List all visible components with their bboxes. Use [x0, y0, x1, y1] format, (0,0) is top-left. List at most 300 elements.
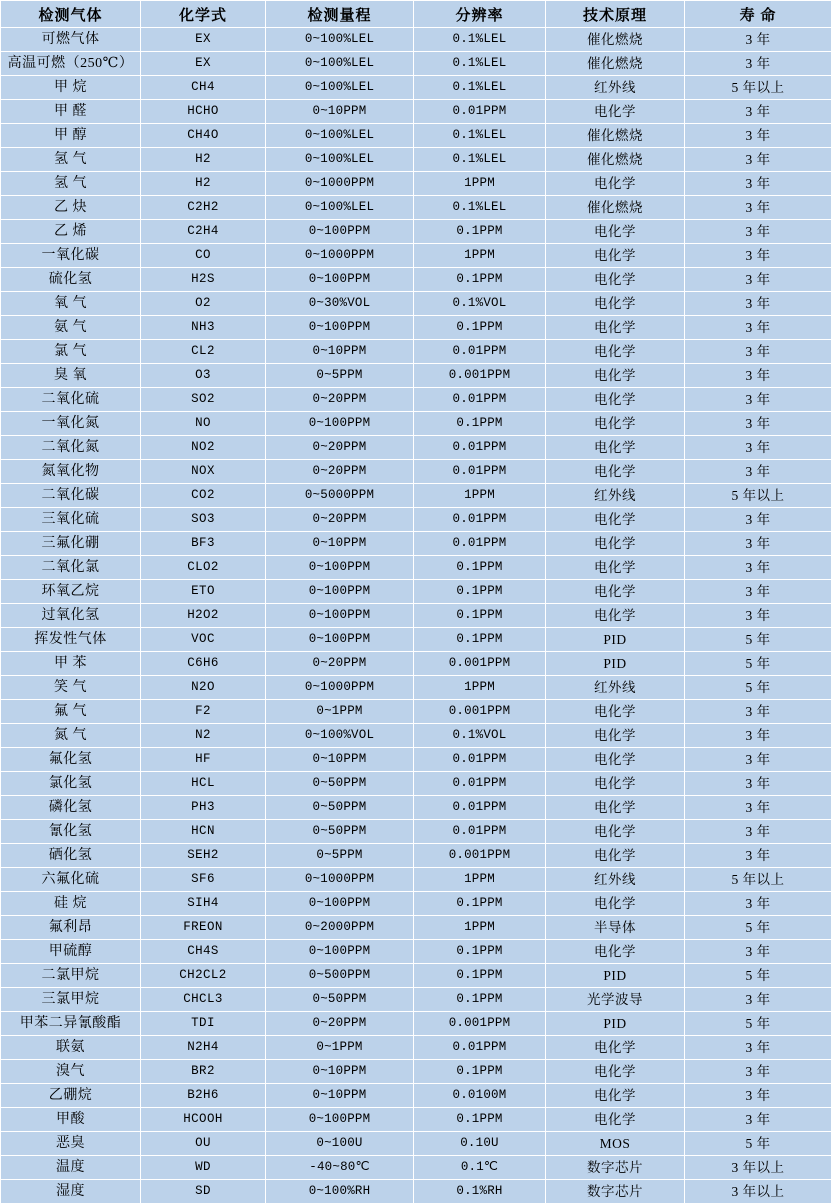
cell-formula: H2	[141, 172, 266, 196]
table-row	[1, 772, 831, 796]
cell-gas: 氟 气	[1, 700, 141, 724]
table-row	[1, 196, 831, 220]
cell-range: 0~20PPM	[266, 508, 414, 532]
table-row	[1, 1060, 831, 1084]
cell-resolution: 0.1%VOL	[414, 724, 546, 748]
cell-formula: CH4	[141, 76, 266, 100]
cell-principle: 光学波导	[546, 988, 685, 1012]
table-header-row	[1, 1, 831, 28]
cell-formula: O2	[141, 292, 266, 316]
cell-principle: 电化学	[546, 1084, 685, 1108]
cell-life: 5 年	[685, 676, 831, 700]
cell-principle: 催化燃烧	[546, 196, 685, 220]
cell-principle: 电化学	[546, 220, 685, 244]
cell-formula: TDI	[141, 1012, 266, 1036]
cell-principle: 电化学	[546, 892, 685, 916]
cell-gas: 联氨	[1, 1036, 141, 1060]
cell-resolution: 0.1PPM	[414, 628, 546, 652]
table-row	[1, 988, 831, 1012]
cell-resolution: 1PPM	[414, 484, 546, 508]
cell-range: 0~500PPM	[266, 964, 414, 988]
cell-formula: F2	[141, 700, 266, 724]
cell-gas: 恶臭	[1, 1132, 141, 1156]
cell-principle: 红外线	[546, 676, 685, 700]
cell-resolution: 0.01PPM	[414, 388, 546, 412]
cell-resolution: 0.1PPM	[414, 940, 546, 964]
table-row	[1, 1084, 831, 1108]
cell-range: 0~1000PPM	[266, 676, 414, 700]
cell-gas: 二氯甲烷	[1, 964, 141, 988]
cell-gas: 乙 炔	[1, 196, 141, 220]
table-row	[1, 604, 831, 628]
cell-life: 3 年	[685, 988, 831, 1012]
table-row	[1, 796, 831, 820]
cell-life: 3 年	[685, 796, 831, 820]
cell-gas: 二氧化碳	[1, 484, 141, 508]
cell-range: 0~5PPM	[266, 844, 414, 868]
cell-formula: ETO	[141, 580, 266, 604]
cell-resolution: 0.1PPM	[414, 556, 546, 580]
cell-gas: 甲 醇	[1, 124, 141, 148]
cell-resolution: 1PPM	[414, 676, 546, 700]
cell-gas: 硒化氢	[1, 844, 141, 868]
cell-gas: 三氧化硫	[1, 508, 141, 532]
cell-gas: 三氟化硼	[1, 532, 141, 556]
cell-range: 0~100PPM	[266, 940, 414, 964]
cell-gas: 六氟化硫	[1, 868, 141, 892]
cell-range: 0~100%VOL	[266, 724, 414, 748]
cell-life: 3 年	[685, 892, 831, 916]
table-row	[1, 508, 831, 532]
cell-gas: 甲酸	[1, 1108, 141, 1132]
cell-life: 3 年	[685, 412, 831, 436]
cell-principle: 红外线	[546, 484, 685, 508]
cell-formula: N2H4	[141, 1036, 266, 1060]
cell-resolution: 0.01PPM	[414, 436, 546, 460]
cell-gas: 硅 烷	[1, 892, 141, 916]
cell-formula: SO2	[141, 388, 266, 412]
column-header-resolution: 分辨率	[414, 1, 546, 28]
column-header-gas: 检测气体	[1, 1, 141, 28]
cell-range: 0~50PPM	[266, 988, 414, 1012]
cell-formula: B2H6	[141, 1084, 266, 1108]
table-row	[1, 148, 831, 172]
cell-formula: H2	[141, 148, 266, 172]
table-row	[1, 964, 831, 988]
table-row	[1, 28, 831, 52]
table-row	[1, 460, 831, 484]
column-header-range: 检测量程	[266, 1, 414, 28]
cell-gas: 高温可燃（250℃）	[1, 52, 141, 76]
cell-gas: 氢 气	[1, 148, 141, 172]
cell-range: 0~100PPM	[266, 316, 414, 340]
cell-formula: NO2	[141, 436, 266, 460]
cell-principle: PID	[546, 964, 685, 988]
cell-resolution: 0.1PPM	[414, 580, 546, 604]
table-row	[1, 556, 831, 580]
cell-life: 3 年	[685, 604, 831, 628]
cell-gas: 一氧化氮	[1, 412, 141, 436]
cell-resolution: 0.001PPM	[414, 364, 546, 388]
cell-principle: 电化学	[546, 508, 685, 532]
cell-life: 5 年以上	[685, 76, 831, 100]
table-row	[1, 844, 831, 868]
cell-range: 0~1000PPM	[266, 244, 414, 268]
table-row	[1, 1156, 831, 1180]
cell-gas: 可燃气体	[1, 28, 141, 52]
cell-life: 3 年	[685, 148, 831, 172]
cell-principle: 电化学	[546, 292, 685, 316]
cell-resolution: 0.01PPM	[414, 748, 546, 772]
cell-resolution: 0.1PPM	[414, 988, 546, 1012]
cell-formula: HCN	[141, 820, 266, 844]
column-header-formula: 化学式	[141, 1, 266, 28]
cell-principle: 电化学	[546, 772, 685, 796]
cell-gas: 温度	[1, 1156, 141, 1180]
cell-resolution: 0.01PPM	[414, 820, 546, 844]
cell-formula: O3	[141, 364, 266, 388]
cell-resolution: 0.001PPM	[414, 1012, 546, 1036]
table-row	[1, 1012, 831, 1036]
cell-formula: SF6	[141, 868, 266, 892]
cell-principle: MOS	[546, 1132, 685, 1156]
cell-formula: SEH2	[141, 844, 266, 868]
cell-gas: 乙硼烷	[1, 1084, 141, 1108]
cell-range: 0~5PPM	[266, 364, 414, 388]
cell-resolution: 0.1PPM	[414, 1108, 546, 1132]
cell-resolution: 0.1PPM	[414, 1060, 546, 1084]
table-row	[1, 700, 831, 724]
cell-range: 0~100PPM	[266, 580, 414, 604]
table-row	[1, 532, 831, 556]
cell-range: 0~10PPM	[266, 532, 414, 556]
cell-range: 0~100%LEL	[266, 76, 414, 100]
table-row	[1, 364, 831, 388]
cell-range: 0~2000PPM	[266, 916, 414, 940]
cell-range: 0~10PPM	[266, 100, 414, 124]
cell-principle: 数字芯片	[546, 1180, 685, 1204]
table-row	[1, 916, 831, 940]
table-row	[1, 868, 831, 892]
cell-life: 5 年	[685, 1132, 831, 1156]
cell-range: 0~100%LEL	[266, 148, 414, 172]
cell-resolution: 0.1%LEL	[414, 52, 546, 76]
cell-resolution: 0.001PPM	[414, 652, 546, 676]
cell-formula: HF	[141, 748, 266, 772]
cell-resolution: 0.1PPM	[414, 604, 546, 628]
cell-formula: H2S	[141, 268, 266, 292]
table-body	[1, 28, 831, 1204]
cell-life: 3 年	[685, 532, 831, 556]
cell-life: 3 年	[685, 436, 831, 460]
cell-resolution: 0.1PPM	[414, 964, 546, 988]
cell-principle: PID	[546, 1012, 685, 1036]
cell-principle: 电化学	[546, 532, 685, 556]
cell-formula: PH3	[141, 796, 266, 820]
cell-range: 0~100%LEL	[266, 28, 414, 52]
cell-gas: 氟化氢	[1, 748, 141, 772]
cell-formula: OU	[141, 1132, 266, 1156]
cell-life: 3 年以上	[685, 1156, 831, 1180]
table-row	[1, 1036, 831, 1060]
cell-range: 0~100PPM	[266, 1108, 414, 1132]
cell-resolution: 0.1%LEL	[414, 28, 546, 52]
cell-life: 3 年	[685, 268, 831, 292]
cell-formula: CH4O	[141, 124, 266, 148]
cell-resolution: 0.1PPM	[414, 220, 546, 244]
cell-life: 3 年	[685, 52, 831, 76]
cell-principle: 电化学	[546, 604, 685, 628]
cell-principle: 红外线	[546, 76, 685, 100]
table-row	[1, 652, 831, 676]
table-row	[1, 316, 831, 340]
cell-formula: VOC	[141, 628, 266, 652]
cell-life: 3 年	[685, 172, 831, 196]
cell-formula: CH4S	[141, 940, 266, 964]
cell-resolution: 0.0100M	[414, 1084, 546, 1108]
table-row	[1, 1132, 831, 1156]
cell-life: 5 年	[685, 652, 831, 676]
cell-principle: 电化学	[546, 820, 685, 844]
cell-resolution: 1PPM	[414, 172, 546, 196]
cell-resolution: 0.1%LEL	[414, 148, 546, 172]
cell-principle: 电化学	[546, 1108, 685, 1132]
cell-life: 3 年	[685, 1108, 831, 1132]
cell-resolution: 1PPM	[414, 868, 546, 892]
cell-principle: 电化学	[546, 556, 685, 580]
table-row	[1, 244, 831, 268]
cell-range: 0~20PPM	[266, 436, 414, 460]
cell-resolution: 0.001PPM	[414, 844, 546, 868]
cell-range: 0~100U	[266, 1132, 414, 1156]
cell-formula: WD	[141, 1156, 266, 1180]
cell-range: 0~100PPM	[266, 892, 414, 916]
cell-range: 0~50PPM	[266, 772, 414, 796]
cell-range: 0~20PPM	[266, 460, 414, 484]
cell-range: 0~10PPM	[266, 748, 414, 772]
cell-principle: 电化学	[546, 1060, 685, 1084]
cell-gas: 甲硫醇	[1, 940, 141, 964]
cell-life: 3 年	[685, 220, 831, 244]
cell-gas: 溴气	[1, 1060, 141, 1084]
cell-resolution: 0.1%RH	[414, 1180, 546, 1204]
cell-gas: 氟利昂	[1, 916, 141, 940]
cell-principle: 电化学	[546, 460, 685, 484]
cell-life: 3 年	[685, 748, 831, 772]
cell-formula: C6H6	[141, 652, 266, 676]
cell-formula: CLO2	[141, 556, 266, 580]
cell-formula: HCOOH	[141, 1108, 266, 1132]
cell-range: -40~80℃	[266, 1156, 414, 1180]
cell-gas: 氮 气	[1, 724, 141, 748]
cell-gas: 甲 苯	[1, 652, 141, 676]
cell-formula: C2H4	[141, 220, 266, 244]
cell-gas: 过氧化氢	[1, 604, 141, 628]
cell-principle: PID	[546, 652, 685, 676]
cell-life: 3 年	[685, 724, 831, 748]
cell-life: 3 年	[685, 1060, 831, 1084]
cell-life: 5 年以上	[685, 868, 831, 892]
table-row	[1, 580, 831, 604]
cell-resolution: 0.01PPM	[414, 1036, 546, 1060]
cell-life: 3 年	[685, 508, 831, 532]
table-row	[1, 748, 831, 772]
cell-range: 0~100%RH	[266, 1180, 414, 1204]
cell-principle: 电化学	[546, 724, 685, 748]
table-row	[1, 220, 831, 244]
table-row	[1, 268, 831, 292]
cell-gas: 湿度	[1, 1180, 141, 1204]
table-row	[1, 412, 831, 436]
cell-gas: 氯化氢	[1, 772, 141, 796]
cell-formula: SO3	[141, 508, 266, 532]
cell-resolution: 0.1%LEL	[414, 196, 546, 220]
cell-resolution: 0.001PPM	[414, 700, 546, 724]
cell-life: 3 年	[685, 100, 831, 124]
cell-principle: 电化学	[546, 268, 685, 292]
cell-principle: 催化燃烧	[546, 124, 685, 148]
cell-gas: 二氧化氯	[1, 556, 141, 580]
cell-life: 3 年	[685, 1036, 831, 1060]
cell-resolution: 0.1%LEL	[414, 124, 546, 148]
cell-gas: 二氧化氮	[1, 436, 141, 460]
column-header-life: 寿 命	[685, 1, 831, 28]
cell-formula: HCHO	[141, 100, 266, 124]
cell-principle: 数字芯片	[546, 1156, 685, 1180]
table-row	[1, 100, 831, 124]
cell-gas: 一氧化碳	[1, 244, 141, 268]
cell-formula: NH3	[141, 316, 266, 340]
cell-gas: 二氧化硫	[1, 388, 141, 412]
cell-formula: C2H2	[141, 196, 266, 220]
table-row	[1, 76, 831, 100]
cell-principle: 催化燃烧	[546, 148, 685, 172]
cell-resolution: 0.10U	[414, 1132, 546, 1156]
cell-resolution: 0.01PPM	[414, 796, 546, 820]
cell-life: 3 年	[685, 820, 831, 844]
cell-formula: NO	[141, 412, 266, 436]
cell-principle: 红外线	[546, 868, 685, 892]
cell-range: 0~100%LEL	[266, 196, 414, 220]
cell-formula: EX	[141, 28, 266, 52]
cell-range: 0~20PPM	[266, 652, 414, 676]
cell-gas: 磷化氢	[1, 796, 141, 820]
cell-range: 0~100PPM	[266, 412, 414, 436]
cell-resolution: 0.1℃	[414, 1156, 546, 1180]
table-row	[1, 892, 831, 916]
cell-range: 0~30%VOL	[266, 292, 414, 316]
cell-life: 3 年	[685, 940, 831, 964]
cell-resolution: 1PPM	[414, 916, 546, 940]
table-row	[1, 1180, 831, 1204]
cell-gas: 臭 氧	[1, 364, 141, 388]
cell-formula: SIH4	[141, 892, 266, 916]
cell-principle: 电化学	[546, 388, 685, 412]
cell-principle: 电化学	[546, 796, 685, 820]
cell-life: 3 年	[685, 388, 831, 412]
cell-gas: 甲苯二异氰酸酯	[1, 1012, 141, 1036]
cell-range: 0~1PPM	[266, 1036, 414, 1060]
table-row	[1, 484, 831, 508]
cell-formula: CL2	[141, 340, 266, 364]
cell-formula: N2O	[141, 676, 266, 700]
cell-resolution: 0.1PPM	[414, 412, 546, 436]
cell-range: 0~100PPM	[266, 268, 414, 292]
cell-range: 0~100PPM	[266, 220, 414, 244]
cell-range: 0~20PPM	[266, 1012, 414, 1036]
cell-life: 3 年	[685, 124, 831, 148]
cell-formula: BF3	[141, 532, 266, 556]
cell-life: 5 年	[685, 916, 831, 940]
cell-formula: CO	[141, 244, 266, 268]
cell-principle: PID	[546, 628, 685, 652]
cell-range: 0~1000PPM	[266, 868, 414, 892]
cell-range: 0~100PPM	[266, 556, 414, 580]
table-row	[1, 124, 831, 148]
cell-gas: 挥发性气体	[1, 628, 141, 652]
cell-range: 0~10PPM	[266, 1084, 414, 1108]
cell-resolution: 0.01PPM	[414, 460, 546, 484]
cell-gas: 乙 烯	[1, 220, 141, 244]
cell-range: 0~100%LEL	[266, 124, 414, 148]
cell-range: 0~10PPM	[266, 340, 414, 364]
cell-life: 3 年	[685, 292, 831, 316]
cell-principle: 电化学	[546, 100, 685, 124]
table-row	[1, 436, 831, 460]
cell-life: 3 年	[685, 28, 831, 52]
cell-formula: BR2	[141, 1060, 266, 1084]
cell-formula: H2O2	[141, 604, 266, 628]
cell-principle: 电化学	[546, 844, 685, 868]
cell-formula: FREON	[141, 916, 266, 940]
cell-principle: 电化学	[546, 700, 685, 724]
table-row	[1, 1108, 831, 1132]
cell-principle: 电化学	[546, 412, 685, 436]
cell-resolution: 0.1PPM	[414, 268, 546, 292]
cell-principle: 电化学	[546, 1036, 685, 1060]
cell-life: 3 年	[685, 772, 831, 796]
cell-principle: 电化学	[546, 172, 685, 196]
cell-life: 3 年	[685, 364, 831, 388]
cell-gas: 氯 气	[1, 340, 141, 364]
cell-principle: 电化学	[546, 364, 685, 388]
cell-life: 3 年	[685, 244, 831, 268]
cell-range: 0~100%LEL	[266, 52, 414, 76]
cell-gas: 环氧乙烷	[1, 580, 141, 604]
cell-life: 5 年	[685, 964, 831, 988]
cell-formula: SD	[141, 1180, 266, 1204]
cell-formula: N2	[141, 724, 266, 748]
cell-range: 0~1000PPM	[266, 172, 414, 196]
table-row	[1, 172, 831, 196]
cell-range: 0~50PPM	[266, 820, 414, 844]
cell-life: 3 年以上	[685, 1180, 831, 1204]
cell-principle: 电化学	[546, 748, 685, 772]
cell-life: 3 年	[685, 340, 831, 364]
cell-principle: 电化学	[546, 316, 685, 340]
cell-gas: 氧 气	[1, 292, 141, 316]
cell-resolution: 0.01PPM	[414, 100, 546, 124]
cell-principle: 电化学	[546, 940, 685, 964]
cell-life: 3 年	[685, 844, 831, 868]
cell-gas: 氮氧化物	[1, 460, 141, 484]
table-row	[1, 940, 831, 964]
cell-principle: 半导体	[546, 916, 685, 940]
cell-range: 0~1PPM	[266, 700, 414, 724]
cell-principle: 电化学	[546, 436, 685, 460]
cell-resolution: 0.1%VOL	[414, 292, 546, 316]
cell-gas: 氰化氢	[1, 820, 141, 844]
